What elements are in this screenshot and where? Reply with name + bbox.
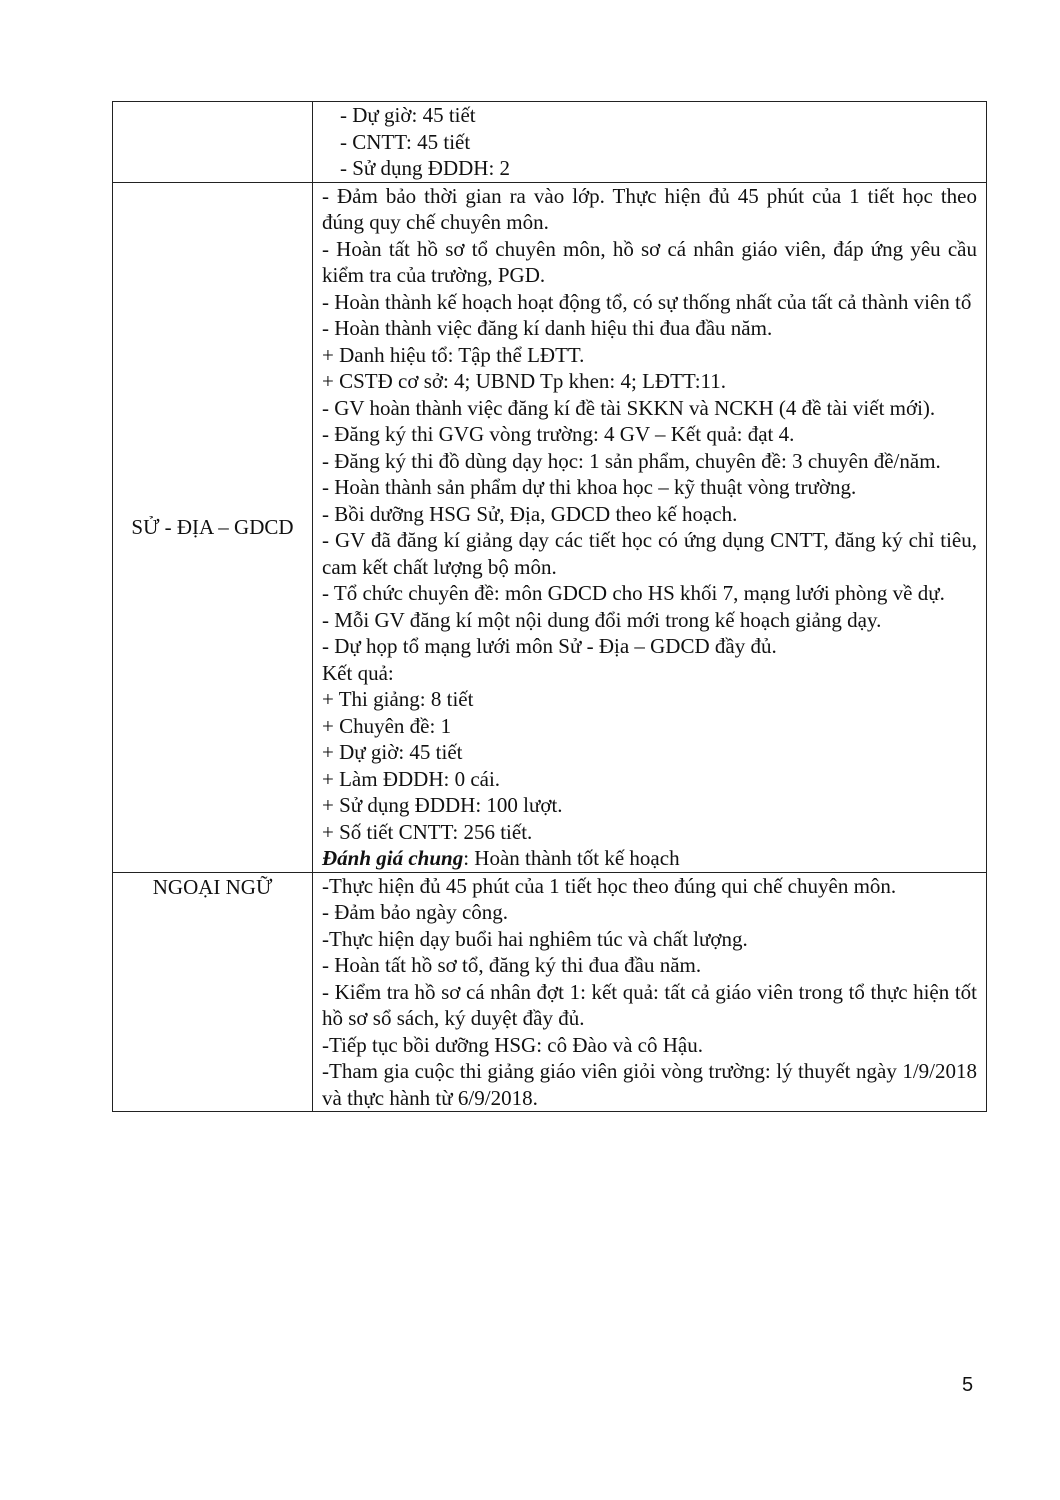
overall-assessment bbox=[322, 845, 977, 872]
report-table bbox=[112, 101, 987, 1112]
list-item: - Kiểm tra hồ sơ cá nhân đợt 1: kết quả: tất cả giáo viên trong tổ thực hiện tốt hồ sơ sổ sách, ký duyệt đầy đủ. bbox=[322, 979, 977, 1030]
department-cell bbox=[113, 872, 313, 1112]
list-item: - Hoàn thành kế hoạch hoạt động tổ, có sự thống nhất của tất cả thành viên tổ bbox=[322, 289, 972, 314]
list-item: -Thực hiện dạy buổi hai nghiêm túc và chất lượng. bbox=[322, 926, 748, 951]
list-item: - Đảm bảo ngày công. bbox=[322, 900, 509, 924]
department-name: NGOẠI NGỮ bbox=[152, 874, 273, 899]
list-item: + Danh hiệu tổ: Tập thể LĐTT. bbox=[322, 342, 585, 367]
table-row bbox=[113, 182, 987, 872]
department-name: SỬ - ĐỊA – GDCD bbox=[131, 514, 294, 539]
list-item: + Dự giờ: 45 tiết bbox=[322, 740, 463, 764]
list-item: + Chuyên đề: 1 bbox=[322, 713, 452, 738]
list-item: - Hoàn tất hồ sơ tổ, đăng ký thi đua đầu năm. bbox=[322, 953, 702, 977]
list-item: - Hoàn tất hồ sơ tổ chuyên môn, hồ sơ cá nhân giáo viên, đáp ứng yêu cầu kiểm tra của trường, PGD. bbox=[322, 236, 977, 287]
list-item: - Đăng ký thi GVG vòng trường: 4 GV – Kết quả: đạt 4. bbox=[322, 422, 795, 446]
table-row bbox=[113, 102, 987, 183]
department-cell-empty bbox=[113, 102, 313, 183]
list-item: -Thực hiện đủ 45 phút của 1 tiết học theo đúng qui chế chuyên môn. bbox=[322, 873, 897, 898]
list-item: - Dự giờ: 45 tiết bbox=[340, 103, 476, 127]
list-item: + CSTĐ cơ sở: 4; UBND Tp khen: 4; LĐTT:11. bbox=[322, 369, 726, 393]
content-block bbox=[313, 183, 986, 872]
list-item: -Tham gia cuộc thi giảng giáo viên giỏi vòng trường: lý thuyết ngày 1/9/2018 và thực hành từ 6/9/2018. bbox=[322, 1059, 977, 1110]
list-item: - Đăng ký thi đồ dùng dạy học: 1 sản phẩm, chuyên đề: 3 chuyên đề/năm. bbox=[322, 448, 941, 473]
list-item: - Tổ chức chuyên đề: môn GDCD cho HS khối 7, mạng lưới phòng về dự. bbox=[322, 581, 945, 605]
overall-assessment-label: Đánh giá chung bbox=[322, 846, 464, 870]
list-item: -Tiếp tục bồi dưỡng HSG: cô Đào và cô Hậu. bbox=[322, 1032, 703, 1057]
list-item: - Hoàn thành sản phẩm dự thi khoa học – kỹ thuật vòng trường. bbox=[322, 475, 857, 499]
content-cell bbox=[313, 102, 987, 183]
list-item: + Thi giảng: 8 tiết bbox=[322, 687, 474, 711]
list-item: - Bồi dưỡng HSG Sử, Địa, GDCD theo kế hoạch. bbox=[322, 501, 738, 526]
list-item: - GV đã đăng kí giảng dạy các tiết học có ứng dụng CNTT, đăng ký chỉ tiêu, cam kết chất lượng bộ môn. bbox=[322, 528, 977, 579]
list-item: - CNTT: 45 tiết bbox=[340, 129, 471, 154]
list-item: - Đảm bảo thời gian ra vào lớp. Thực hiện đủ 45 phút của 1 tiết học theo đúng quy chế chuyên môn. bbox=[322, 183, 977, 234]
list-item: - Sử dụng ĐDDH: 2 bbox=[340, 156, 511, 180]
list-item: - Mỗi GV đăng kí một nội dung đổi mới trong kế hoạch giảng dạy. bbox=[322, 607, 882, 632]
overall-assessment-text: : Hoàn thành tốt kế hoạch bbox=[463, 846, 680, 870]
list-item: + Sử dụng ĐDDH: 100 lượt. bbox=[322, 793, 563, 817]
list-item: - Dự họp tổ mạng lưới môn Sử - Địa – GDCD đầy đủ. bbox=[322, 634, 777, 658]
results-heading: Kết quả: bbox=[322, 660, 394, 685]
department-cell bbox=[113, 182, 313, 872]
list-item: + Số tiết CNTT: 256 tiết. bbox=[322, 819, 533, 844]
content-cell bbox=[313, 182, 987, 872]
content-cell bbox=[313, 872, 987, 1112]
list-item: - Hoàn thành việc đăng kí danh hiệu thi đua đầu năm. bbox=[322, 316, 773, 340]
list-item: - GV hoàn thành việc đăng kí đề tài SKKN và NCKH (4 đề tài viết mới). bbox=[322, 395, 936, 420]
page-number: 5 bbox=[962, 1374, 974, 1396]
table-row bbox=[113, 872, 987, 1112]
content-block bbox=[313, 873, 986, 1112]
content-block bbox=[313, 102, 986, 182]
list-item: + Làm ĐDDH: 0 cái. bbox=[322, 766, 501, 791]
